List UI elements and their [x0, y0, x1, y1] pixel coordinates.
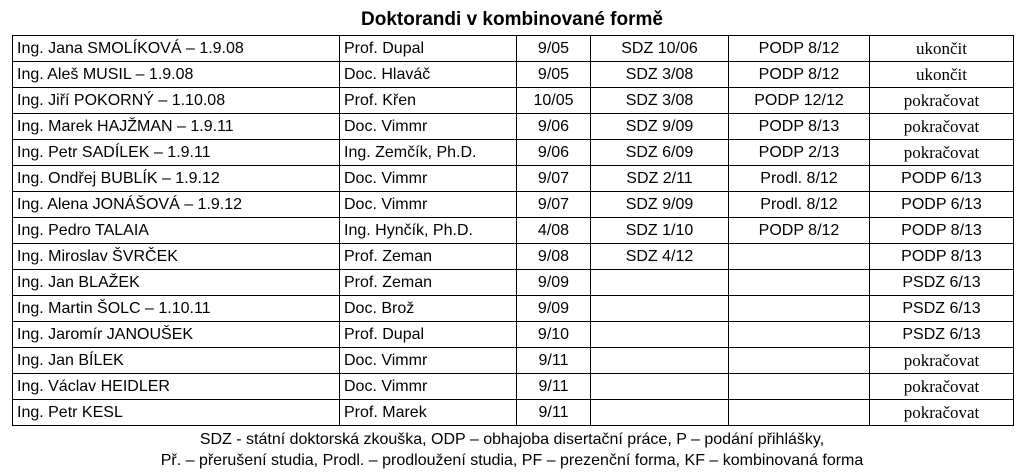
- student-name-cell: Ing. Petr SADÍLEK – 1.9.11: [13, 140, 340, 166]
- legend-line-1: SDZ - státní doktorská zkouška, ODP – obhajoba disertační práce, P – podání přihlášky,: [199, 431, 825, 448]
- start-date-cell: 9/05: [517, 62, 591, 88]
- sdz-cell: SDZ 10/06: [591, 36, 729, 62]
- student-name-cell: Ing. Pedro TALAIA: [13, 218, 340, 244]
- student-name-cell: Ing. Ondřej BUBLÍK – 1.9.12: [13, 166, 340, 192]
- supervisor-cell: Prof. Zeman: [340, 244, 517, 270]
- status-cell: pokračovat: [870, 140, 1014, 166]
- status-cell: PSDZ 6/13: [870, 296, 1014, 322]
- podp-cell: PODP 2/13: [729, 140, 870, 166]
- sdz-cell: [591, 296, 729, 322]
- table-row: [13, 400, 1014, 426]
- start-date-cell: 9/05: [517, 36, 591, 62]
- start-date-cell: 4/08: [517, 218, 591, 244]
- doctoral-students-table: [12, 35, 1014, 426]
- start-date-cell: 9/11: [517, 400, 591, 426]
- start-date-cell: 9/11: [517, 348, 591, 374]
- supervisor-cell: Prof. Dupal: [340, 36, 517, 62]
- start-date-cell: 9/09: [517, 270, 591, 296]
- table-row: [13, 270, 1014, 296]
- supervisor-cell: Prof. Dupal: [340, 322, 517, 348]
- status-cell: PODP 8/13: [870, 218, 1014, 244]
- start-date-cell: 9/06: [517, 140, 591, 166]
- status-cell: pokračovat: [870, 88, 1014, 114]
- sdz-cell: SDZ 9/09: [591, 114, 729, 140]
- table-row: [13, 192, 1014, 218]
- podp-cell: [729, 270, 870, 296]
- sdz-cell: SDZ 9/09: [591, 192, 729, 218]
- sdz-cell: [591, 322, 729, 348]
- status-cell: PODP 8/13: [870, 244, 1014, 270]
- start-date-cell: 10/05: [517, 88, 591, 114]
- sdz-cell: SDZ 6/09: [591, 140, 729, 166]
- start-date-cell: 9/08: [517, 244, 591, 270]
- podp-cell: PODP 8/12: [729, 218, 870, 244]
- status-cell: PSDZ 6/13: [870, 322, 1014, 348]
- podp-cell: PODP 8/12: [729, 62, 870, 88]
- supervisor-cell: Prof. Zeman: [340, 270, 517, 296]
- podp-cell: [729, 400, 870, 426]
- page-title: Doktorandi v kombinované formě: [361, 9, 663, 30]
- supervisor-cell: Doc. Hlaváč: [340, 62, 517, 88]
- podp-cell: [729, 322, 870, 348]
- table-row: [13, 244, 1014, 270]
- supervisor-cell: Doc. Brož: [340, 296, 517, 322]
- sdz-cell: [591, 270, 729, 296]
- status-cell: pokračovat: [870, 114, 1014, 140]
- podp-cell: PODP 8/13: [729, 114, 870, 140]
- table-row: [13, 322, 1014, 348]
- student-name-cell: Ing. Václav HEIDLER: [13, 374, 340, 400]
- student-name-cell: Ing. Jan BLAŽEK: [13, 270, 340, 296]
- supervisor-cell: Ing. Zemčík, Ph.D.: [340, 140, 517, 166]
- podp-cell: PODP 12/12: [729, 88, 870, 114]
- podp-cell: Prodl. 8/12: [729, 192, 870, 218]
- podp-cell: [729, 374, 870, 400]
- sdz-cell: SDZ 3/08: [591, 88, 729, 114]
- student-name-cell: Ing. Miroslav ŠVRČEK: [13, 244, 340, 270]
- podp-cell: Prodl. 8/12: [729, 166, 870, 192]
- table-row: [13, 348, 1014, 374]
- student-name-cell: Ing. Marek HAJŽMAN – 1.9.11: [13, 114, 340, 140]
- student-name-cell: Ing. Jiří POKORNÝ – 1.10.08: [13, 88, 340, 114]
- supervisor-cell: Doc. Vimmr: [340, 166, 517, 192]
- sdz-cell: SDZ 2/11: [591, 166, 729, 192]
- legend-line-2: Př. – přerušení studia, Prodl. – prodloužení studia, PF – prezenční forma, KF – kombinovaná forma: [160, 452, 864, 469]
- supervisor-cell: Prof. Marek: [340, 400, 517, 426]
- start-date-cell: 9/09: [517, 296, 591, 322]
- status-cell: pokračovat: [870, 348, 1014, 374]
- sdz-cell: [591, 374, 729, 400]
- sdz-cell: [591, 400, 729, 426]
- table-row: [13, 114, 1014, 140]
- podp-cell: [729, 348, 870, 374]
- status-cell: pokračovat: [870, 400, 1014, 426]
- supervisor-cell: Doc. Vimmr: [340, 192, 517, 218]
- podp-cell: [729, 296, 870, 322]
- start-date-cell: 9/07: [517, 166, 591, 192]
- status-cell: PSDZ 6/13: [870, 270, 1014, 296]
- status-cell: PODP 6/13: [870, 192, 1014, 218]
- table-row: [13, 218, 1014, 244]
- sdz-cell: SDZ 4/12: [591, 244, 729, 270]
- status-cell: pokračovat: [870, 374, 1014, 400]
- sdz-cell: [591, 348, 729, 374]
- student-name-cell: Ing. Alena JONÁŠOVÁ – 1.9.12: [13, 192, 340, 218]
- table-row: [13, 140, 1014, 166]
- table-body: [13, 36, 1014, 426]
- start-date-cell: 9/11: [517, 374, 591, 400]
- sdz-cell: SDZ 1/10: [591, 218, 729, 244]
- table-row: [13, 166, 1014, 192]
- student-name-cell: Ing. Jana SMOLÍKOVÁ – 1.9.08: [13, 36, 340, 62]
- student-name-cell: Ing. Jaromír JANOUŠEK: [13, 322, 340, 348]
- student-name-cell: Ing. Jan BÍLEK: [13, 348, 340, 374]
- table-row: [13, 374, 1014, 400]
- table-row: [13, 62, 1014, 88]
- table-row: [13, 296, 1014, 322]
- status-cell: ukončit: [870, 36, 1014, 62]
- student-name-cell: Ing. Aleš MUSIL – 1.9.08: [13, 62, 340, 88]
- start-date-cell: 9/06: [517, 114, 591, 140]
- table-row: [13, 36, 1014, 62]
- supervisor-cell: Ing. Hynčík, Ph.D.: [340, 218, 517, 244]
- start-date-cell: 9/07: [517, 192, 591, 218]
- student-name-cell: Ing. Petr KESL: [13, 400, 340, 426]
- supervisor-cell: Doc. Vimmr: [340, 114, 517, 140]
- start-date-cell: 9/10: [517, 322, 591, 348]
- status-cell: ukončit: [870, 62, 1014, 88]
- sdz-cell: SDZ 3/08: [591, 62, 729, 88]
- supervisor-cell: Prof. Křen: [340, 88, 517, 114]
- status-cell: PODP 6/13: [870, 166, 1014, 192]
- student-name-cell: Ing. Martin ŠOLC – 1.10.11: [13, 296, 340, 322]
- supervisor-cell: Doc. Vimmr: [340, 348, 517, 374]
- supervisor-cell: Doc. Vimmr: [340, 374, 517, 400]
- podp-cell: PODP 8/12: [729, 36, 870, 62]
- podp-cell: [729, 244, 870, 270]
- table-row: [13, 88, 1014, 114]
